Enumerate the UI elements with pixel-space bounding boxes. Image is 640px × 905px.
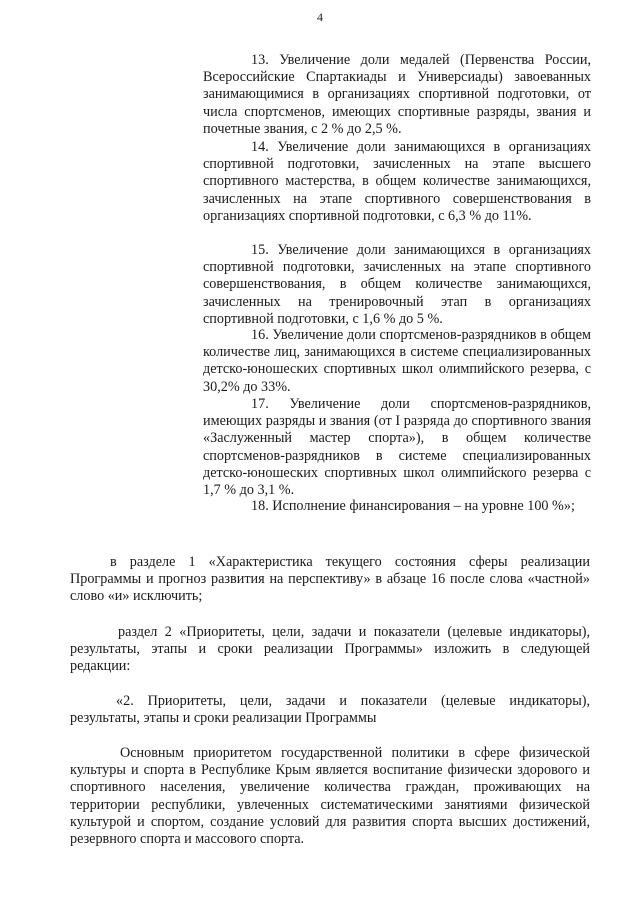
page-number: 4	[317, 10, 323, 24]
new-section-heading: «2. Приоритеты, цели, задачи и показатели (целевые индикаторы), результаты, этапы и сроки реализации Программы	[70, 693, 590, 727]
list-item-14: 14. Увеличение доли занимающихся в организациях спортивной подготовки, зачисленных на этапе высшего спортивного мастерства, в общем количестве занимающихся, зачисленных на этапе спортивного совершенствования в организациях спортивной подготовки, с 6,3 % до 11%.	[203, 139, 591, 224]
list-item-13: 13. Увеличение доли медалей (Первенства России, Всероссийские Спартакиады и Универсиады) завоеванных занимающимися в организациях спортивной подготовки, от числа спортсменов, имеющих спортивные разряды, звания и почетные звания, с 2 % до 2,5 %.	[203, 52, 591, 137]
new-section-body: Основным приоритетом государственной политики в сфере физической культуры и спорта в Республике Крым является воспитание физически здорового и спортивного населения, увеличение количества граждан, проживающих на территории республики, увлеченных систематическими занятиями физической культурой и спортом, создание условий для развития спорта высших достижений, резервного спорта и массового спорта.	[70, 745, 590, 848]
list-item-18: 18. Исполнение финансирования – на уровне 100 %»;	[251, 498, 575, 514]
section1-instruction: в разделе 1 «Характеристика текущего состояния сферы реализации Программы и прогноз развития на перспективу» в абзаце 16 после слова «частной» слово «и» исключить;	[70, 554, 590, 605]
list-item-15: 15. Увеличение доли занимающихся в организациях спортивной подготовки, зачисленных на этапе спортивного совершенствования, в общем количестве занимающихся, зачисленных на тренировочный этап в организациях спортивной подготовки, с 1,6 % до 5 %.	[203, 242, 591, 327]
list-item-16: 16. Увеличение доли спортсменов-разрядников в общем количестве лиц, занимающихся в системе специализированных детско-юношеских спортивных школ олимпийского резерва, с 30,2% до 33%.	[203, 327, 591, 395]
section2-instruction: раздел 2 «Приоритеты, цели, задачи и показатели (целевые индикаторы), результаты, этапы и сроки реализации Программы» изложить в следующей редакции:	[70, 624, 590, 675]
list-item-17: 17. Увеличение доли спортсменов-разрядников, имеющих разряды и звания (от I разряда до спортивного звания «Заслуженный мастер спорта»), в общем количестве спортсменов-разрядников в системе специализированных детско-юношеских спортивных школ олимпийского резерва с 1,7 % до 3,1 %.	[203, 396, 591, 499]
